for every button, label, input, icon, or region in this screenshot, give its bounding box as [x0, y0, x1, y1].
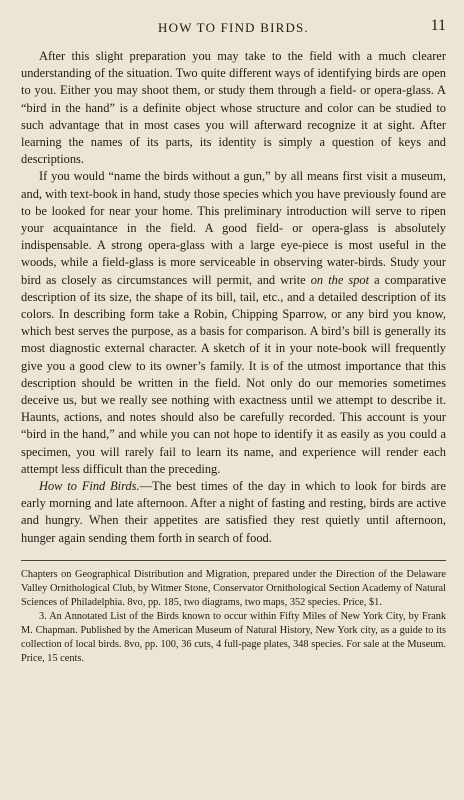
footnotes	[21, 568, 446, 667]
footnote: 3. An Annotated List of the Birds known to occur within Fifty Miles of New York City, by Frank M. Chapman. Published by the American Museum of Natural History, New York city, as a guide to its collection of local birds. 8vo, pp. 100, 36 cuts, 4 full-page plates, 348 species. For sale at the Museum. Price, 15 cents.	[21, 611, 446, 665]
body-text	[21, 48, 446, 547]
paragraph-text: After this slight preparation you may take to the field with a much clearer understanding of the situation. Two quite different ways of identifying birds are open to you. Either you may shoot them, or study them through a field- or opera-glass. A “bird in the hand” is a definite object whose structure and color can be studied to such advantage that in most cases you will afterward recognize it at sight. After learning the names of its parts, its identity is simply a question of keys and descriptions.	[21, 49, 446, 167]
page-number: 11	[430, 17, 446, 34]
footnote: Chapters on Geographical Distribution and Migration, prepared under the Direction of the Delaware Valley Ornithological Club, by Witmer Stone, Conservator Ornithological Section Academy of Natural Sciences of Philadelphia. 8vo, pp. 185, two diagrams, two maps, 352 species. Price, $1.	[21, 568, 446, 609]
paragraph	[21, 168, 446, 478]
footnote-divider	[21, 560, 446, 561]
paragraph	[21, 478, 446, 547]
paragraph-text: —The best times of the day in which to look for birds are early morning and late afternoon. After a night of fasting and resting, birds are active and hungry. When their appetites are satisfied they rest quietly until afternoon, hunger again sending them forth in search of food.	[21, 479, 447, 545]
emphasis-text: on the spot	[310, 272, 370, 287]
paragraph	[21, 48, 446, 168]
paragraph-text: If you would “name the birds without a gun,” by all means first visit a museum, and, with text-book in hand, study those species which you have previously found are to be looked for near your home. This preliminary introduction will serve to ripen your acquaintance in the field. A good field- or opera-glass is absolutely indispensable. A strong opera-glass with a large eye-piece is most useful in the woods, while a field-glass is more serviceable in observing water-birds. Study your bird as closely as circumstances will permit, and write	[21, 169, 446, 287]
section-heading: How to Find Birds.	[39, 479, 140, 494]
page-header	[21, 16, 446, 38]
paragraph-text: a comparative description of its size, the shape of its bill, tail, etc., and a detailed description of its colors. In describing form take a Robin, Chipping Sparrow, or any bird you know, which best serves the purpose, as a basis for comparison. A bird’s bill is generally its most diagnostic external character. A sketch of it in your note-book will frequently give you a good clew to its owner’s family. It is of the utmost importance that this description should be written in the field. Not only do our memories sometimes deceive us, but we really see nothing with exactness until we attempt to describe it. Haunts, actions, and notes should also be carefully recorded. This account is your “bird in the hand,” and while you can not hope to identify it as easily as you could a specimen, you will rarely fail to learn its name, and experience will render each attempt less difficult than the preceding.	[21, 272, 446, 476]
running-head: HOW TO FIND BIRDS.	[158, 20, 309, 35]
